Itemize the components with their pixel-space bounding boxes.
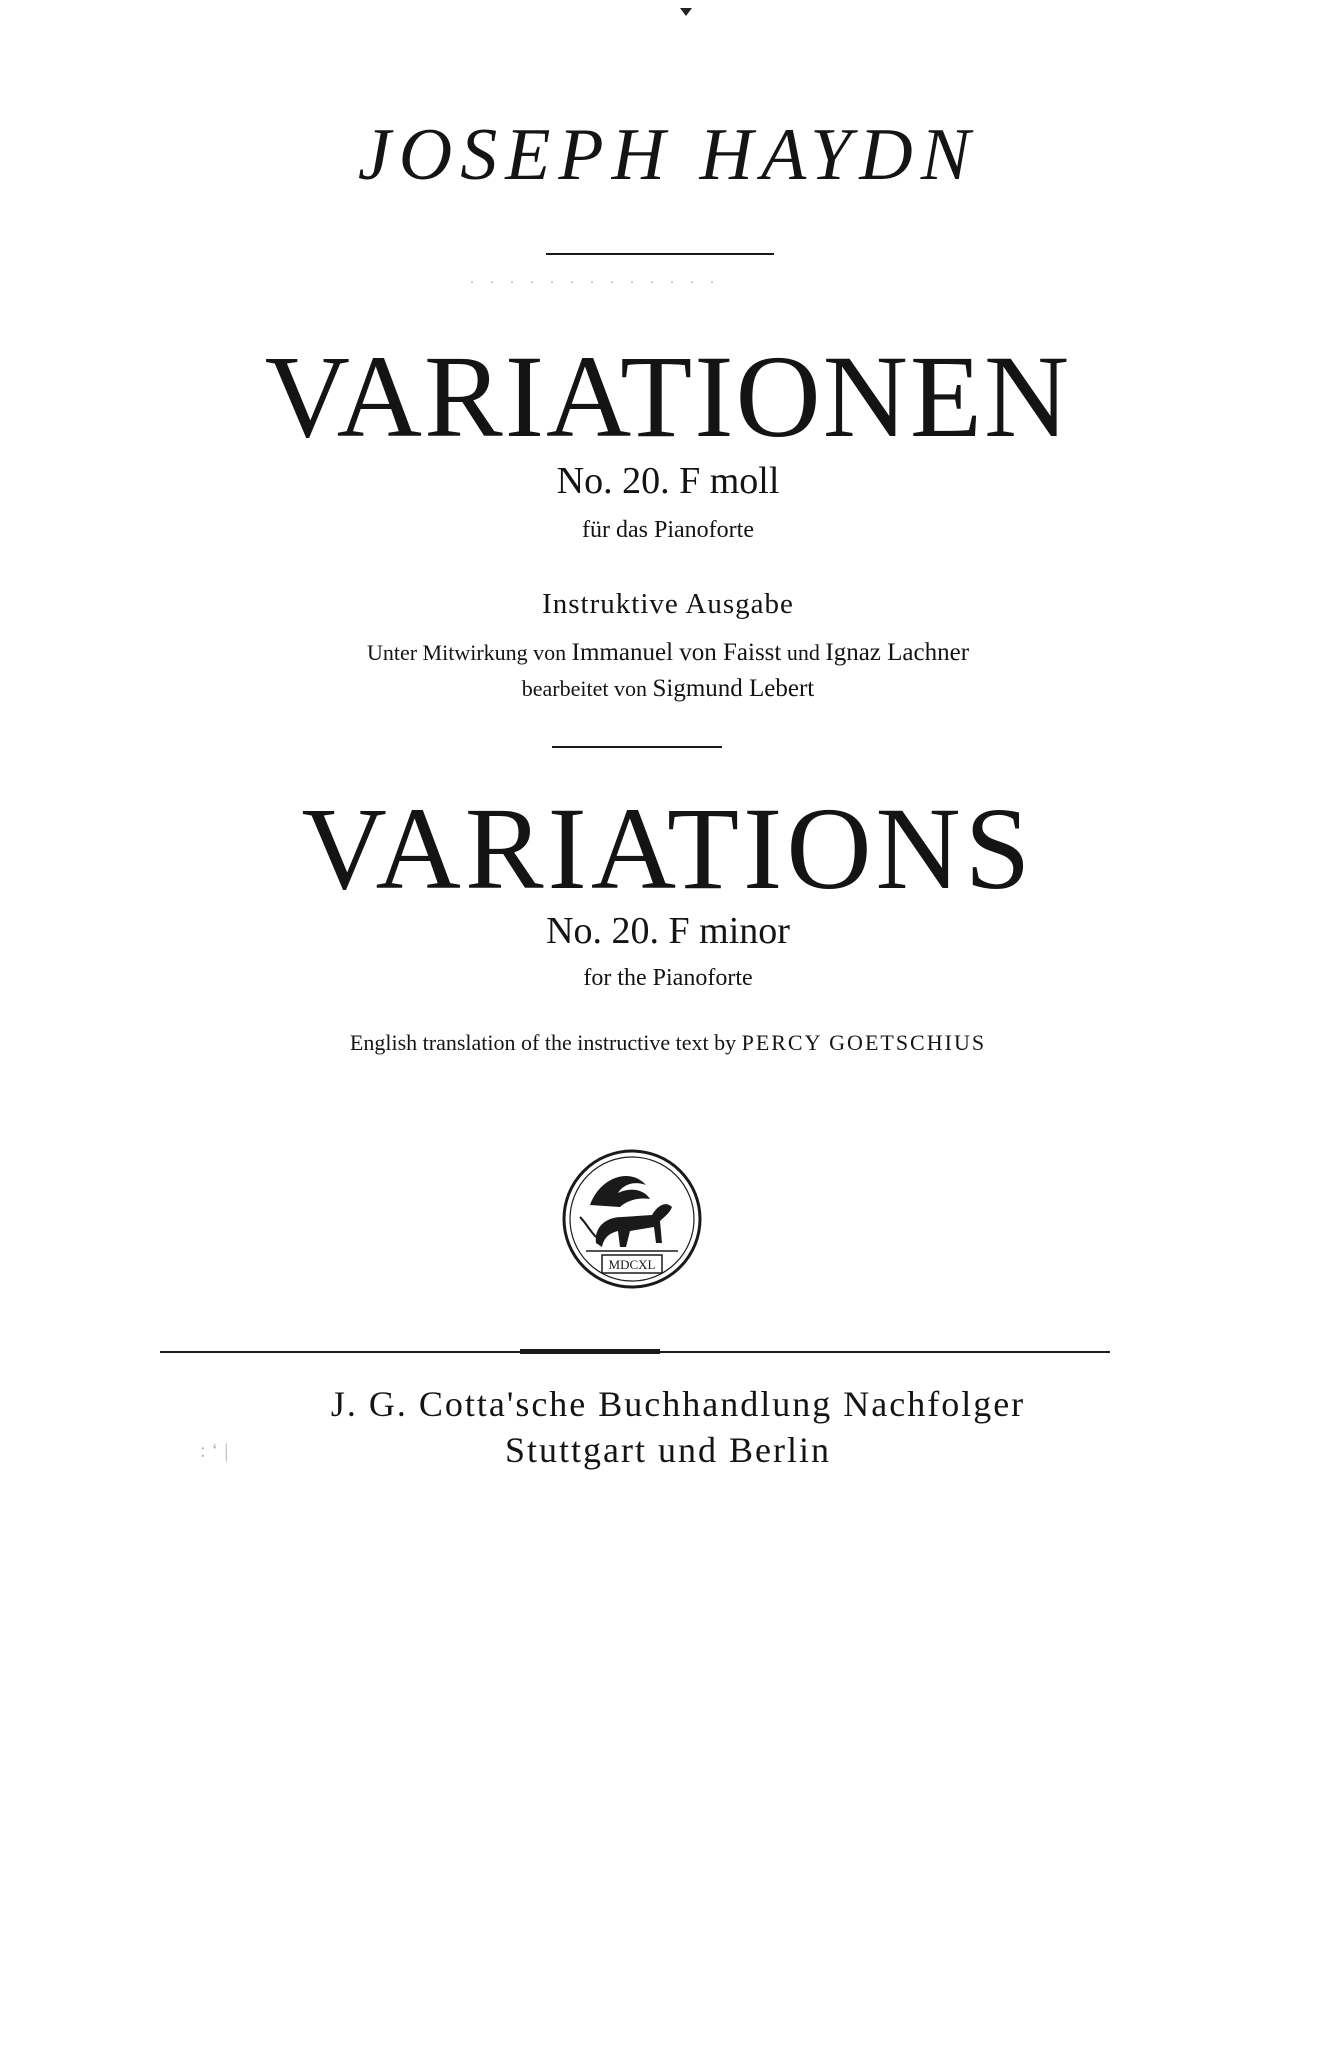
faint-handwriting: . . . . . . . . . . . . . bbox=[470, 270, 720, 287]
english-title: VARIATIONS bbox=[301, 783, 1035, 914]
margin-mark: :‘| bbox=[200, 1440, 235, 1462]
page-marker-icon bbox=[680, 8, 692, 16]
collab-name-lachner: Ignaz Lachner bbox=[825, 639, 970, 666]
editor-name: Sigmund Lebert bbox=[652, 675, 815, 702]
publisher-seal bbox=[560, 1147, 704, 1291]
german-instrument: für das Pianoforte bbox=[582, 517, 754, 543]
collab-und: und bbox=[786, 640, 820, 665]
divider-middle bbox=[552, 746, 722, 748]
english-instrument: for the Pianoforte bbox=[583, 965, 753, 991]
english-translation-credit bbox=[0, 1032, 1336, 1054]
german-title: VARIATIONEN bbox=[264, 331, 1072, 462]
english-number-key: No. 20. F minor bbox=[546, 910, 790, 952]
editor-prefix: bearbeitet von bbox=[521, 676, 647, 701]
translator-name: PERCY GOETSCHIUS bbox=[741, 1030, 987, 1055]
publisher-city: Stuttgart und Berlin bbox=[505, 1430, 831, 1470]
collab-prefix: Unter Mitwirkung von bbox=[366, 640, 567, 665]
composer-name: JOSEPH HAYDN bbox=[357, 114, 979, 196]
griffin-wing-icon bbox=[590, 1176, 650, 1207]
german-edition: Instruktive Ausgabe bbox=[542, 588, 794, 620]
divider-bottom-bold bbox=[520, 1349, 660, 1354]
divider-top bbox=[546, 253, 774, 255]
griffin-body-icon bbox=[596, 1204, 672, 1247]
publisher-name: J. G. Cotta'sche Buchhandlung Nachfolger bbox=[330, 1384, 1026, 1424]
german-number-key: No. 20. F moll bbox=[556, 460, 780, 502]
german-editor bbox=[0, 676, 1336, 701]
translation-prefix: English translation of the instructive text by bbox=[349, 1030, 737, 1055]
seal-year: MDCXL bbox=[608, 1257, 656, 1272]
collab-name-faisst: Immanuel von Faisst bbox=[571, 639, 782, 666]
german-collaboration bbox=[0, 640, 1336, 665]
